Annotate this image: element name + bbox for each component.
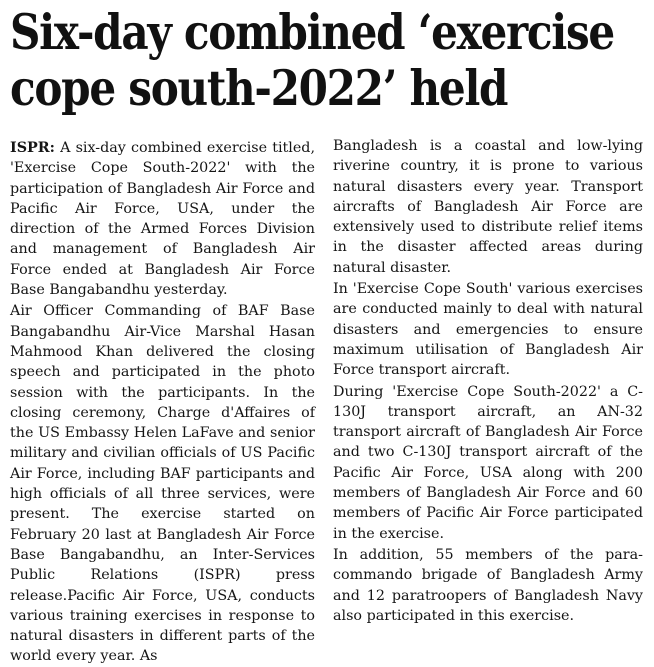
article-column-left	[10, 138, 315, 667]
article-paragraph: Air Officer Commanding of BAF Base Bangabandhu Air-Vice Marshal Hasan Mahmood Khan delivered the closing speech and participated in the photo session with the participants. In the closing ceremony, Charge d'Affaires of the US Embassy Helen LaFave and senior military and civilian officials of US Pacific Air Force, including BAF participants and high officials of all three services, were present. The exercise started on February 20 last at Bangladesh Air Force Base Bangabandhu, an Inter-Services Public Relations (ISPR) press release.Pacific Air Force, USA, conducts various training exercises in response to natural disasters in different parts of the world every year. As	[10, 303, 315, 665]
paragraph-text: A six-day combined exercise titled, 'Exercise Cope South-2022' with the participation of Bangladesh Air Force and Pacific Air Force, USA, under the direction of the Armed Forces Division and management of Bangladesh Air Force ended at Bangladesh Air Force Base Bangabandhu yesterday.	[10, 140, 316, 299]
article-paragraph: In addition, 55 members of the para-commando brigade of Bangladesh Army and 12 paratroopers of Bangladesh Navy also participated in this exercise.	[333, 546, 643, 624]
headline-line-2: cope south-2022’ held	[10, 59, 508, 117]
headline-line-1: Six-day combined ‘exercise	[10, 3, 614, 61]
article-paragraph: In 'Exercise Cope South' various exercises are conducted mainly to deal with natural disasters and emergencies to ensure maximum utilisation of Bangladesh Air Force transport aircraft.	[333, 281, 643, 379]
article-paragraph: During 'Exercise Cope South-2022' a C-130J transport aircraft, an AN-32 transport aircraft of Bangladesh Air Force and two C-130J transport aircraft of the Pacific Air Force, USA along with 200 members of Bangladesh Air Force and 60 members of Pacific Air Force participated in the exercise.	[333, 383, 643, 542]
article-paragraph: Bangladesh is a coastal and low-lying riverine country, it is prone to various natural disasters every year. Transport aircrafts of Bangladesh Air Force are extensively used to distribute relief items in the disaster affected areas during natural disaster.	[333, 138, 643, 276]
dateline: ISPR:	[10, 140, 55, 156]
headline	[10, 3, 614, 117]
article-column-right	[333, 136, 643, 626]
article-paragraph	[10, 138, 315, 300]
